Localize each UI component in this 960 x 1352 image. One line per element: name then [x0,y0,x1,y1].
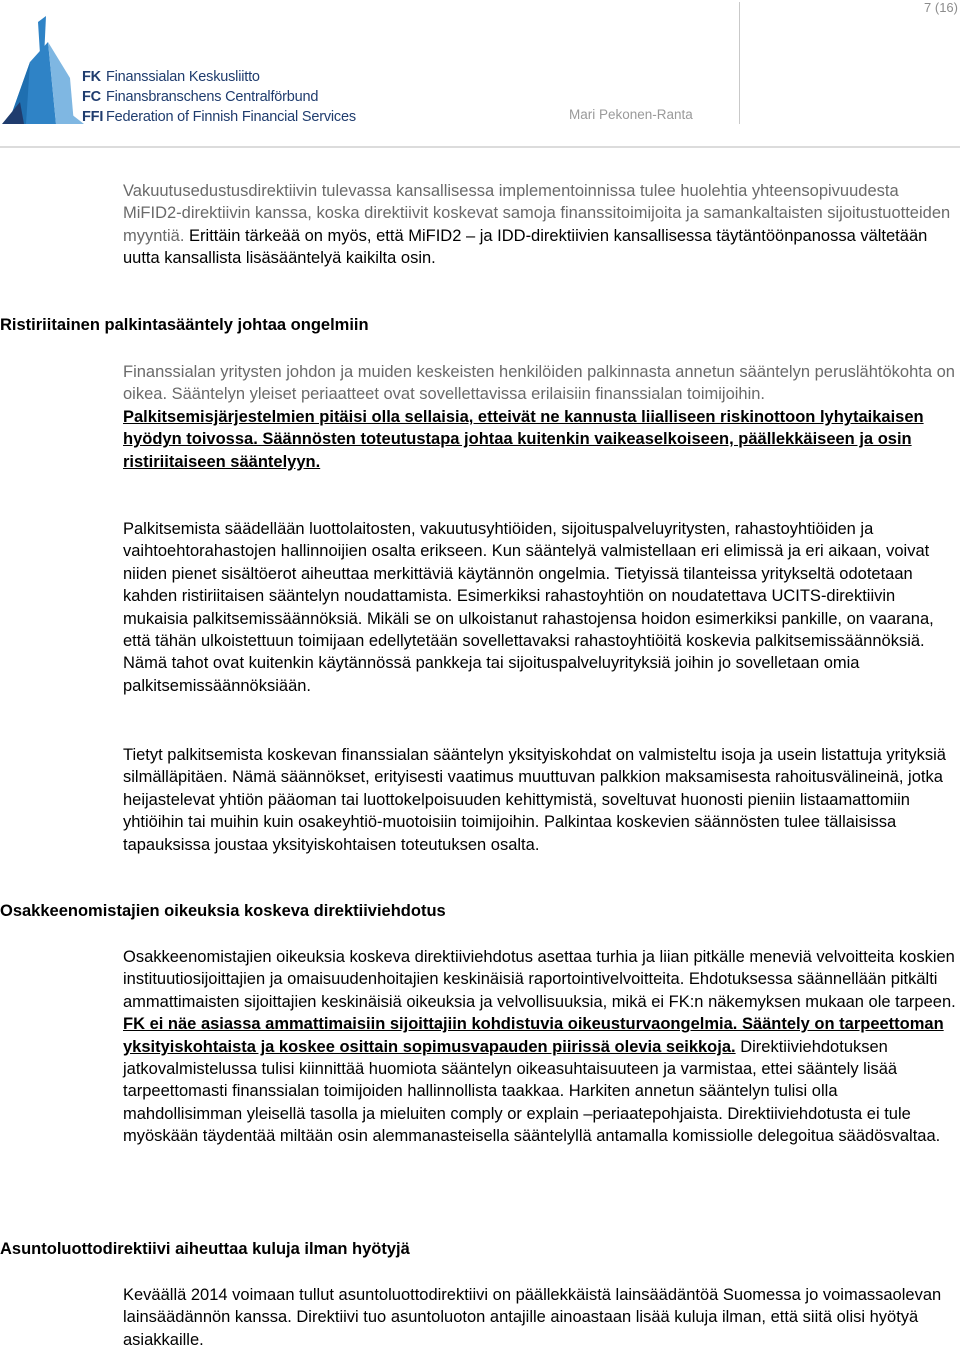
paragraph-remuneration-small [123,744,959,856]
header-divider [739,2,740,124]
gray-text: Finanssialan yritysten johdon ja muiden keskeisten henkilöiden palkinnasta annetun sääntelyn peruslähtökohta on oikea. Sääntelyn yleiset periaatteet ovat sovellettavissa erilaisiin finanssialan toimijoihin. [123,363,955,404]
paragraph-text: Tietyt palkitsemista koskevan finanssialan sääntelyn yksityiskohdat on valmisteltu isoja ja usein listattuja yrityksiä silmälläpitäen. Nämä säännökset, erityisesti vaatimus muuttuvan palkkion maksamisesta rahoitusvälineinä, jotka heijastelevat yhtiön pääoman tai luottokelpoisuuden kehittymistä, soveltuvat huonosti pieniin listaamattomiin yhtiöihin tai muihin kuin osakeyhtiö-muotoisiin toimijoihin. Palkintaa koskevien säännösten tulee tällaisissa tapauksissa joustaa yksityiskohtaisen toteutuksen osalta. [123,746,946,854]
heading-mortgage: Asuntoluottodirektiivi aiheuttaa kuluja ilman hyötyjä [0,1240,410,1258]
logo [0,14,400,129]
logo-line-ffi: FFI Federation of Finnish Financial Services [82,109,356,125]
paragraph-idd [123,180,959,270]
header-rule [0,146,960,148]
paragraph-shareholders [123,946,959,1148]
paragraph-mortgage [123,1284,959,1351]
heading-shareholders: Osakkeenomistajien oikeuksia koskeva direktiiviehdotus [0,902,446,920]
heading-remuneration: Ristiriitainen palkintasääntely johtaa ongelmiin [0,316,369,334]
logo-line-fc: FC Finansbranschens Centralförbund [82,89,319,105]
plain-text: Osakkeenomistajien oikeuksia koskeva direktiiviehdotus asettaa turhia ja liian pitkälle meneviä velvoitteita koskien instituutiosijoittajien ja omaisuudenhoitajien keskinäisiä raportointivelvoitteita. Ehdotuksessa säännellään pitkälti ammattimaisten sijoittajien keskinäisiä oikeuksia ja velvollisuuksia, mikä ei FK:n näkemyksen mukaan ole tarpeen. [123,948,956,1011]
paragraph-text: Palkitsemista säädellään luottolaitosten, vakuutusyhtiöiden, sijoituspalveluyritysten, rahastoyhtiöiden ja vaihtoehtorahastojen hallinnoijien osalta erikseen. Kun sääntelyä valmistellaan eri elimissä ja eri aikaan, voivat niiden pienet sisältöerot aiheuttaa merkittäviä käytännön ongelmia. Tietyissä tilanteissa yritykseltä odotetaan kahden ristiriitaisen sääntelyn noudattamista. Esimerkiksi rahastoyhtiön on noudatettava UCITS-direktiivin mukaisia palkitsemissäännöksiä. Mikäli se on ulkoistanut rahastojensa hoidon esimerkiksi pankille, on vaarana, että tähän ulkoistettuun toimijaan edellytetään sovellettavaksi rahastoyhtiöitä koskevia palkitsemissäännöksiä. Nämä tahot ovat kuitenkin käytännössä pankkeja tai sijoituspalveluyrityksiä joihin jo sovelletaan omia palkitsemissäännöksiään. [123,520,934,695]
author-name: Mari Pekonen-Ranta [569,107,693,122]
paragraph-remuneration-detail [123,518,959,697]
gray-text: Vakuutusedustusdirektiivin tulevassa kansallisessa implementoinnissa tulee huolehtia yhteensopivuudesta MiFID2-direktiivin kanssa, koska direktiivit koskevat samoja finanssitoimijoita ja samankaltaisten sijoitustuotteiden myyntiä. [123,182,951,245]
paragraph-remuneration-intro [123,361,959,473]
plain-text: Direktiiviehdotuksen jatkovalmistelussa tulisi kiinnittää huomiota sääntelyn oikeasuhtaisuuteen ja varmistaa, ettei sääntely lisää tarpeettomasti finanssialan toimijoiden hallinnollista taakkaa. Harkiten annetun sääntelyn tulisi olla mahdollisimman yleisellä tasolla ja mieluiten comply or explain –periaatepohjaista. Direktiiviehdotusta ei tule myöskään täydentää miltään osin alemmanasteisella sääntelyllä antamalla komissiolle delegoitua säädösvaltaa. [123,1037,941,1146]
logo-line-fk: FK Finanssialan Keskusliitto [82,69,260,85]
page-number: 7 (16) [924,0,958,15]
logo-mark-icon [0,14,84,126]
emphasis-text: FK ei näe asiassa ammattimaisiin sijoittajiin kohdistuvia oikeusturvaongelmia. Sääntely on tarpeettoman yksityiskohtaista ja koskee osittain sopimusvapauden piirissä olevia seikkoja. [123,1015,944,1056]
paragraph-text: Keväällä 2014 voimaan tullut asuntoluottodirektiivi on päällekkäistä lainsäädäntöä Suomessa jo voimassaolevan lainsäädännön kanssa. Direktiivi tuo asuntoluoton antajille ainoastaan lisää kuluja ilman, että siitä olisi hyötyä asiakkaille. [123,1286,942,1349]
emphasis-text: Palkitsemisjärjestelmien pitäisi olla sellaisia, etteivät ne kannusta liialliseen riskinottoon lyhytaikaisen hyödyn toivossa. Säännösten toteutustapa johtaa kuitenkin vaikeaselkoiseen, päällekkäiseen ja osin ristiriitaiseen sääntelyyn. [123,407,924,471]
plain-text: Erittäin tärkeää on myös, että MiFID2 – ja IDD-direktiivien kansallisessa täytäntöönpanossa vältetään uutta kansallista lisäsääntelyä kaikilta osin. [123,226,928,268]
